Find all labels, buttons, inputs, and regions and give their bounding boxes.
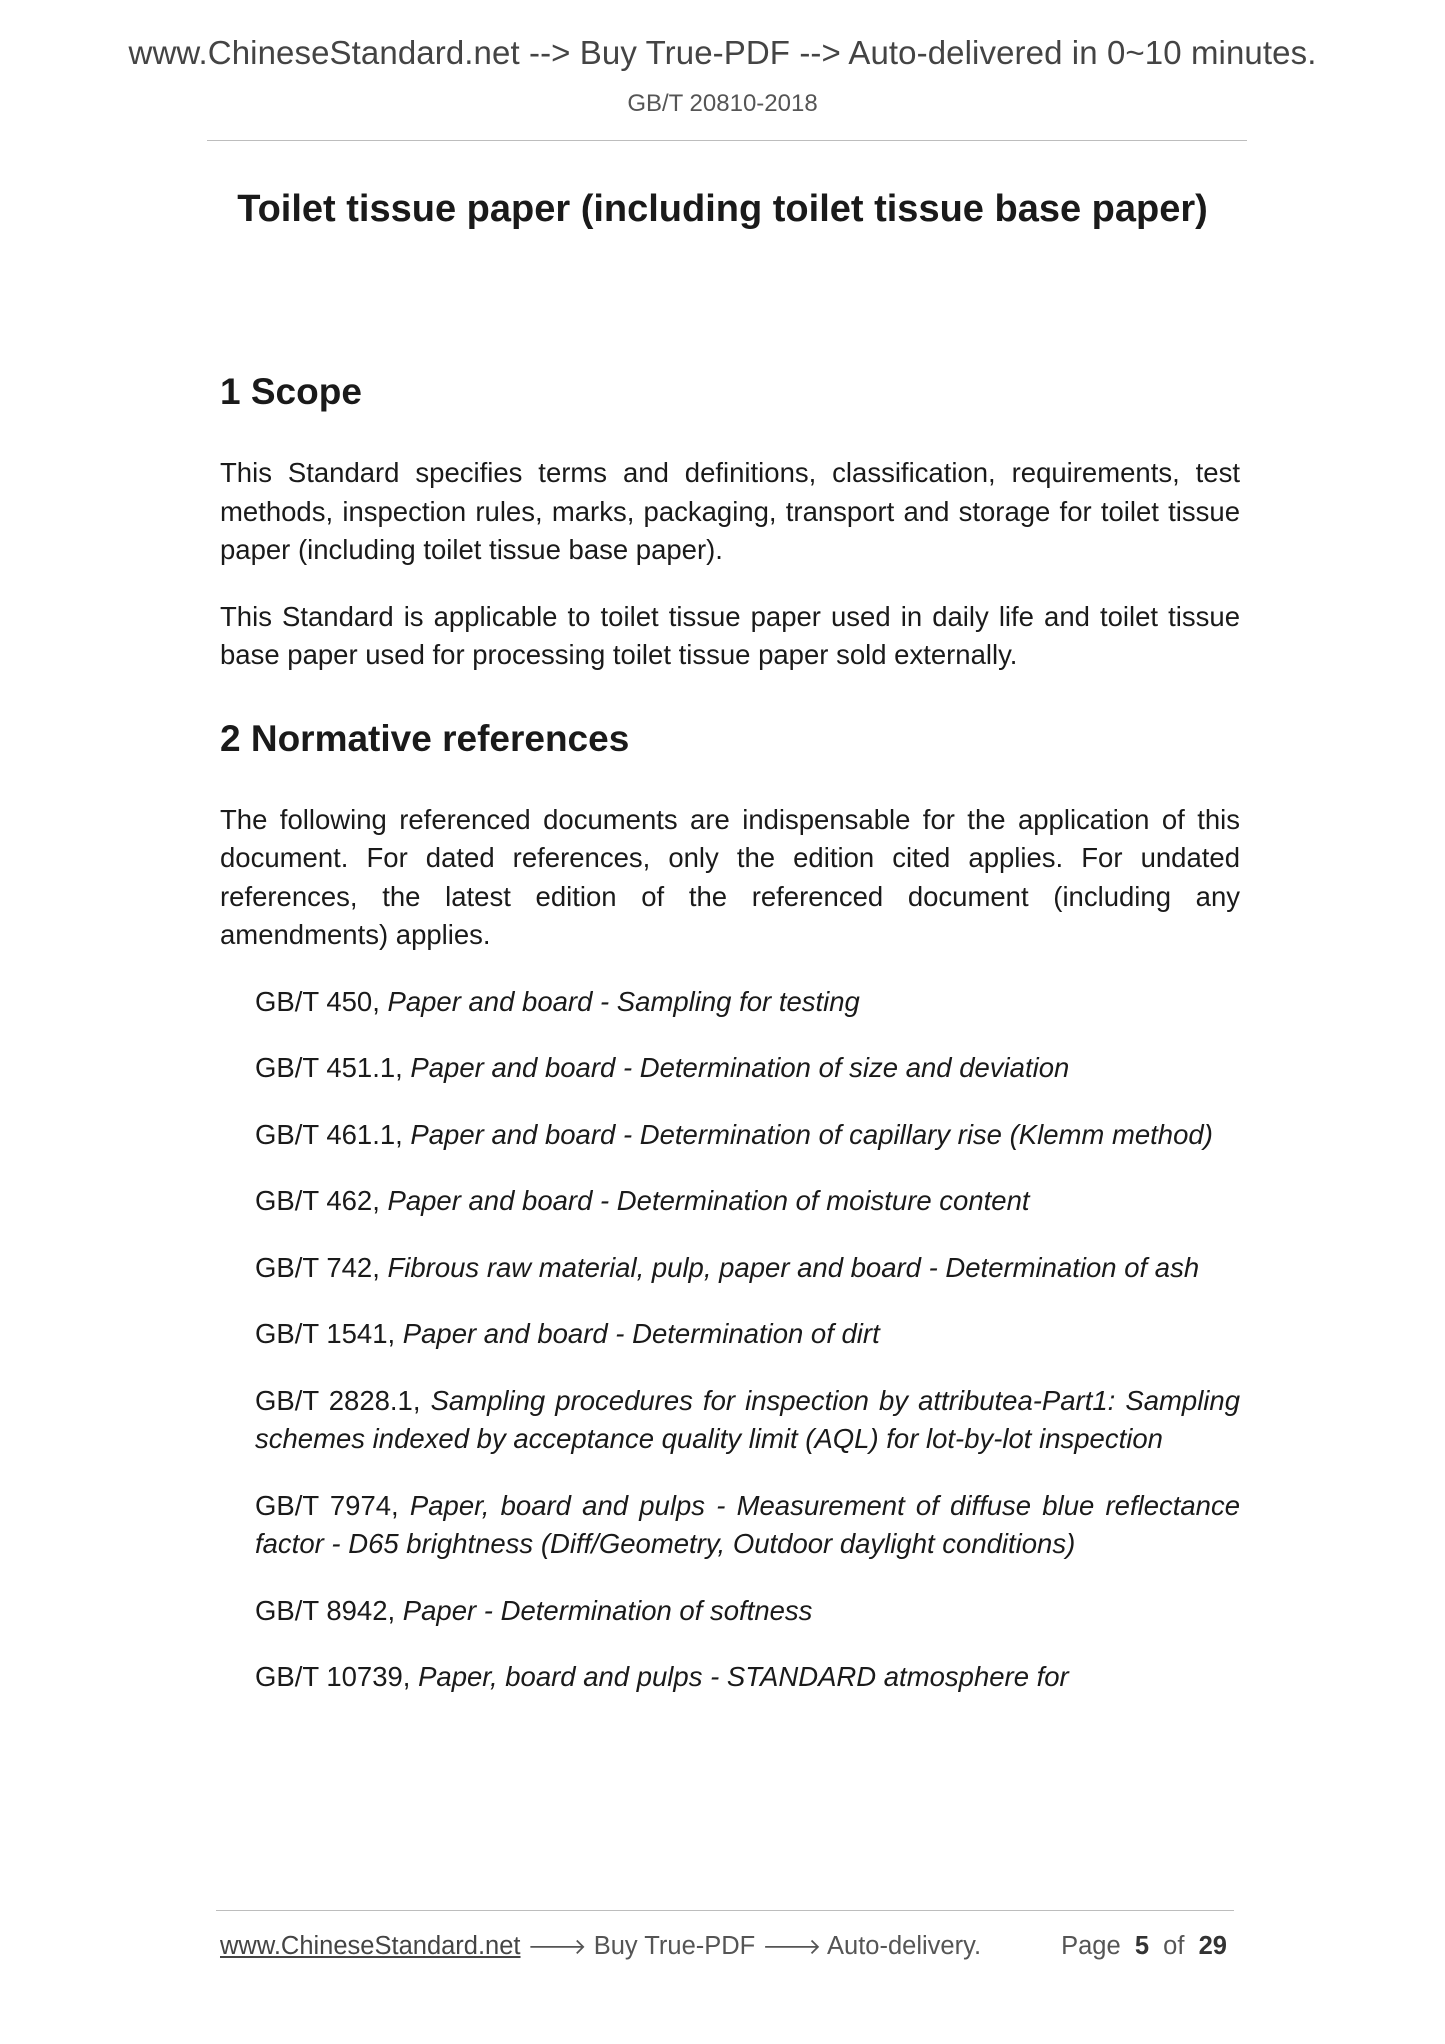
reference-code: GB/T 462,	[255, 1185, 380, 1216]
section-heading-scope: 1 Scope	[220, 371, 362, 412]
document-body	[220, 370, 1240, 1725]
arrow-right-icon: 🡒	[762, 1935, 822, 1960]
reference-list	[255, 983, 1240, 1697]
reference-item	[255, 983, 1240, 1022]
reference-title: Fibrous raw material, pulp, paper and board - Determination of ash	[387, 1251, 1200, 1283]
site-banner[interactable]: www.ChineseStandard.net --> Buy True-PDF --> Auto-delivered in 0~10 minutes.	[128, 34, 1317, 71]
reference-code: GB/T 461.1,	[255, 1118, 403, 1150]
reference-code: GB/T 2828.1,	[255, 1384, 421, 1416]
scope-paragraph-1: This Standard specifies terms and definitions, classification, requirements, test methods, inspection rules, marks, packaging, transport and storage for toilet tissue paper (including toilet tissue base paper).	[220, 457, 1240, 565]
reference-title: Paper, board and pulps - Measurement of diffuse blue reflectance factor - D65 brightness (Diff/Geometry, Outdoor daylight conditions)	[255, 1489, 1241, 1559]
arrow-right-icon: 🡒	[527, 1935, 587, 1960]
footer-site-link[interactable]: www.ChineseStandard.net	[220, 1932, 521, 1960]
reference-item	[255, 1487, 1240, 1564]
section-heading-normative-references: 2 Normative references	[220, 717, 630, 759]
reference-code: GB/T 450,	[255, 985, 380, 1017]
document-title: Toilet tissue paper (including toilet tissue base paper)	[237, 188, 1208, 230]
reference-item	[255, 1049, 1240, 1088]
reference-code: GB/T 1541,	[255, 1318, 396, 1349]
reference-title: Sampling procedures for inspection by attributea-Part1: Sampling schemes indexed by acceptance quality limit (AQL) for lot-by-lot inspection	[255, 1384, 1241, 1454]
page-label: Page	[1061, 1932, 1121, 1960]
reference-title: Paper and board - Determination of moisture content	[387, 1185, 1030, 1216]
reference-code: GB/T 742,	[255, 1251, 380, 1283]
reference-item	[255, 1116, 1240, 1155]
references-intro-paragraph: The following referenced documents are indispensable for the application of this document. For dated references, only the edition cited applies. For undated references, the latest edition of the referenced document (including any amendments) applies.	[220, 803, 1240, 950]
footer-delivery-text: Auto-delivery.	[827, 1932, 982, 1960]
reference-item	[255, 1249, 1240, 1288]
reference-item	[255, 1382, 1240, 1459]
reference-item	[255, 1592, 1240, 1631]
reference-title: Paper and board - Determination of capillary rise (Klemm method)	[410, 1118, 1213, 1150]
reference-item	[255, 1182, 1240, 1221]
reference-title: Paper - Determination of softness	[402, 1594, 813, 1626]
reference-title: Paper and board - Sampling for testing	[387, 985, 860, 1017]
reference-title: Paper, board and pulps - STANDARD atmosphere for	[418, 1661, 1069, 1692]
page-current: 5	[1134, 1932, 1149, 1960]
reference-code: GB/T 7974,	[255, 1489, 399, 1521]
reference-code: GB/T 8942,	[255, 1594, 396, 1626]
reference-title: Paper and board - Determination of size and deviation	[410, 1052, 1070, 1083]
header-divider	[207, 140, 1247, 141]
reference-title: Paper and board - Determination of dirt	[402, 1318, 880, 1349]
reference-code: GB/T 10739,	[255, 1661, 411, 1692]
reference-code: GB/T 451.1,	[255, 1052, 403, 1083]
footer-links	[220, 1932, 981, 1961]
reference-item	[255, 1658, 1240, 1697]
reference-item	[255, 1315, 1240, 1354]
page-indicator	[1061, 1932, 1227, 1961]
footer-buy-text: Buy True-PDF	[593, 1932, 756, 1960]
scope-paragraph-2: This Standard is applicable to toilet tissue paper used in daily life and toilet tissue base paper used for processing toilet tissue paper sold externally.	[220, 600, 1240, 670]
page-of-label: of	[1163, 1932, 1185, 1960]
page-total: 29	[1198, 1932, 1227, 1960]
footer-divider	[216, 1910, 1234, 1911]
standard-code: GB/T 20810-2018	[627, 90, 818, 117]
